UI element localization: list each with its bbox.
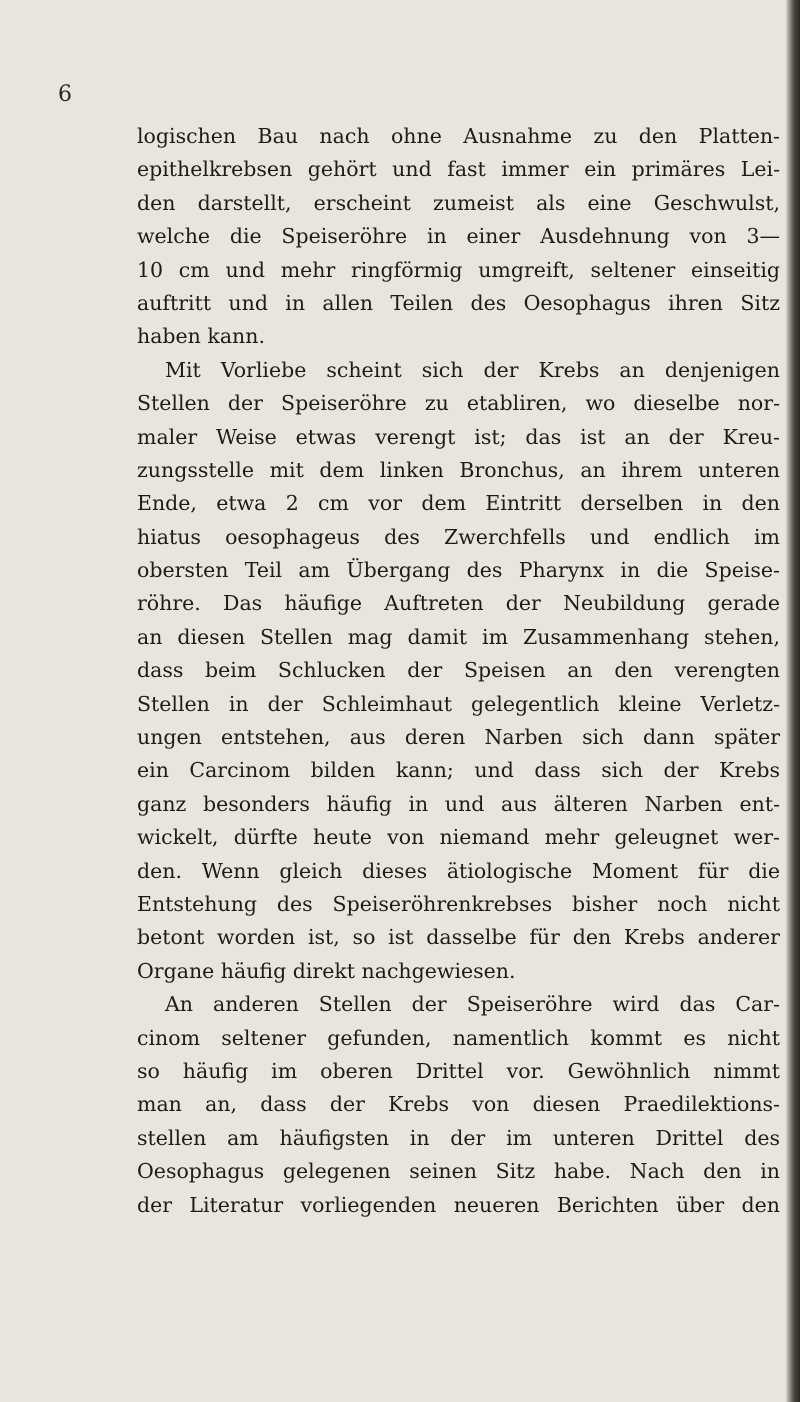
text-line: so häufig im oberen Drittel vor. Gewöhnlich nimmt — [137, 1058, 780, 1083]
text-line: den. Wenn gleich dieses ätiologische Moment für die — [137, 858, 780, 883]
text-line: Stellen in der Schleimhaut gelegentlich kleine Verletz- — [137, 691, 780, 716]
text-line: wickelt, dürfte heute von niemand mehr geleugnet wer- — [137, 825, 780, 850]
text-line: Entstehung des Speiseröhrenkrebses bisher noch nicht — [137, 891, 780, 916]
text-line: epithelkrebsen gehört und fast immer ein primäres Lei- — [137, 157, 780, 182]
text-line: ein Carcinom bilden kann; und dass sich der Krebs — [137, 758, 780, 783]
text-line: haben kann. — [137, 324, 265, 349]
text-line: betont worden ist, so ist dasselbe für den Krebs anderer — [137, 925, 780, 950]
text-line: an diesen Stellen mag damit im Zusammenhang stehen, — [137, 624, 780, 649]
text-line: Ende, etwa 2 cm vor dem Eintritt derselben in den — [137, 491, 780, 516]
text-line: dass beim Schlucken der Speisen an den verengten — [137, 658, 780, 683]
text-line: welche die Speiseröhre in einer Ausdehnung von 3— — [137, 224, 780, 249]
text-line: zungsstelle mit dem linken Bronchus, an ihrem unteren — [137, 457, 780, 482]
text-line: man an, dass der Krebs von diesen Praedilektions- — [137, 1092, 780, 1117]
text-line: obersten Teil am Übergang des Pharynx in die Speise- — [137, 558, 780, 583]
text-line: stellen am häufigsten in der im unteren Drittel des — [137, 1125, 780, 1150]
text-line: Mit Vorliebe scheint sich der Krebs an denjenigen — [165, 357, 780, 382]
text-line: auftritt und in allen Teilen des Oesophagus ihren Sitz — [137, 290, 780, 315]
text-line: Stellen der Speiseröhre zu etabliren, wo dieselbe nor- — [137, 391, 780, 416]
text-line: der Literatur vorliegenden neueren Berichten über den — [137, 1192, 780, 1217]
text-line: An anderen Stellen der Speiseröhre wird das Car- — [165, 992, 780, 1017]
page-edge-shadow — [786, 0, 800, 1402]
text-line: ungen entstehen, aus deren Narben sich dann später — [137, 725, 780, 750]
text-line: maler Weise etwas verengt ist; das ist an der Kreu- — [137, 424, 780, 449]
text-line: röhre. Das häufige Auftreten der Neubildung gerade — [137, 591, 780, 616]
page-number: 6 — [58, 82, 72, 107]
text-line: 10 cm und mehr ringförmig umgreift, seltener einseitig — [137, 257, 780, 282]
text-line: den darstellt, erscheint zumeist als eine Geschwulst, — [137, 190, 780, 215]
text-line: logischen Bau nach ohne Ausnahme zu den Platten- — [137, 124, 780, 148]
text-line: cinom seltener gefunden, namentlich kommt es nicht — [137, 1025, 780, 1050]
text-line: ganz besonders häufig in und aus älteren Narben ent- — [137, 791, 780, 816]
text-line: Oesophagus gelegenen seinen Sitz habe. Nach den in — [137, 1159, 780, 1184]
text-line: Organe häufig direkt nachgewiesen. — [137, 958, 516, 983]
body-text — [137, 120, 780, 1222]
text-line: hiatus oesophageus des Zwerchfells und endlich im — [137, 524, 780, 549]
